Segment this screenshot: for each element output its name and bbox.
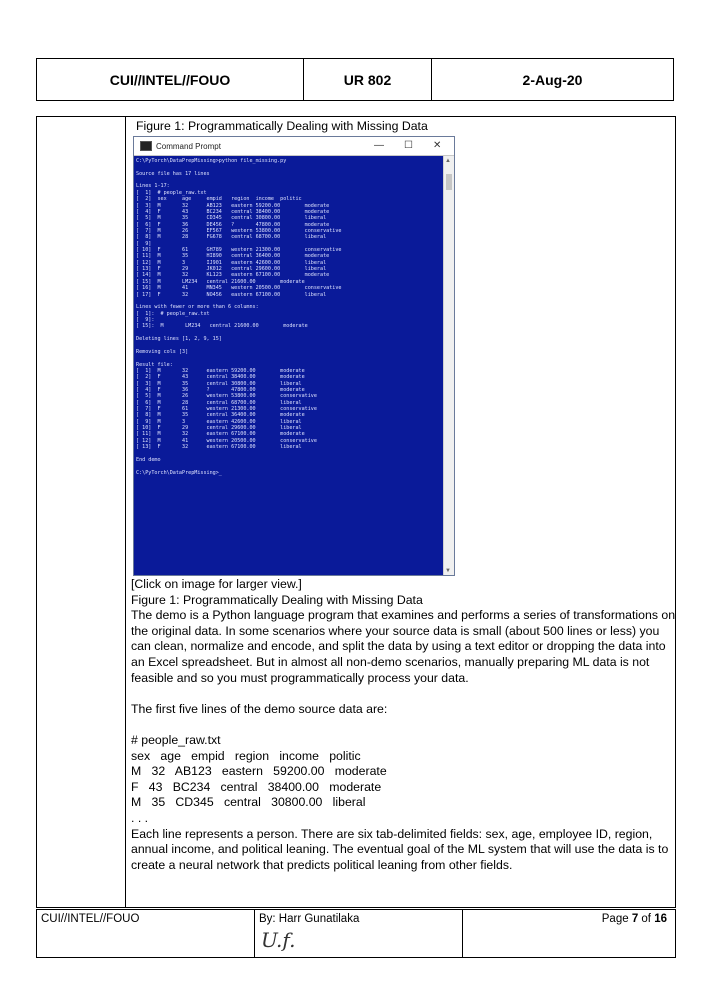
code-line: # people_raw.txt (131, 732, 221, 747)
console-line: Source file has 17 lines (136, 170, 210, 177)
code-line: F 43 BC234 central 38400.00 moderate (131, 779, 382, 794)
minimize-icon: — (374, 140, 384, 151)
header-date: 2-Aug-20 (522, 71, 583, 88)
console-line: [ 7] F 61 western 21300.00 conservative (136, 406, 317, 413)
console-line: [ 11] M 35 HI890 central 36400.00 moderate (136, 253, 330, 260)
console-line: Removing cols [3] (136, 348, 189, 355)
console-line: [ 5] M 26 western 53800.00 conservative (136, 393, 317, 400)
header-table (36, 58, 674, 101)
code-line: sex age empid region income politic (131, 748, 361, 763)
console-line: [ 3] M 32 AB123 eastern 59200.00 moderate (136, 202, 330, 209)
author-signature: U.f. (261, 928, 296, 952)
scroll-up-icon: ▲ (445, 158, 451, 164)
console-line: [ 1] # people_raw.txt (136, 189, 207, 196)
header-classification: CUI//INTEL//FOUO (37, 59, 304, 100)
figure-caption-top: Figure 1: Programmatically Dealing with Missing Data (136, 119, 428, 133)
footer-page (463, 910, 675, 957)
footer-author: By: Harr Gunatilaka (259, 913, 360, 925)
scroll-thumb (446, 174, 452, 190)
console-line: [ 2] sex age empid region income politic (136, 196, 302, 203)
console-line: [ 6] F 36 DE456 ? 47800.00 moderate (136, 221, 330, 228)
console-line: [ 1] M 32 eastern 59200.00 moderate (136, 367, 305, 374)
console-line: [ 9] M 3 eastern 42600.00 liberal (136, 418, 302, 425)
footer-table (36, 909, 676, 958)
console-line: Lines 1-17: (136, 183, 170, 190)
console-line: [ 11] M 32 eastern 67100.00 moderate (136, 431, 305, 438)
console-scrollbar (443, 156, 454, 576)
console-line: [ 17] F 32 NO456 eastern 67100.00 liberal (136, 291, 327, 298)
console-line: [ 8] M 35 central 36400.00 moderate (136, 412, 305, 419)
code-line: M 35 CD345 central 30800.00 liberal (131, 795, 366, 810)
console-line: [ 9]: (136, 316, 155, 323)
console-line: [ 4] F 36 ? 47800.00 moderate (136, 386, 305, 393)
console-line: [ 5] M 35 CD345 central 30800.00 liberal (136, 215, 327, 222)
console-title: Command Prompt (156, 141, 221, 151)
click-image-link[interactable]: [Click on image for larger view.] (131, 577, 302, 591)
console-line: [ 15]: M LM234 central 21600.00 moderate (136, 323, 308, 330)
console-line: [ 12] M 41 western 20500.00 conservative (136, 437, 317, 444)
console-line: [ 7] M 26 EF567 western 53800.00 conservative (136, 227, 342, 234)
console-line: [ 1]: # people_raw.txt (136, 310, 210, 317)
console-line: End demo (136, 456, 161, 463)
console-line: Deleting lines [1, 2, 9, 15] (136, 336, 222, 343)
console-line: [ 4] F 43 BC234 central 38400.00 moderate (136, 208, 330, 215)
page-prefix: Page (601, 913, 632, 925)
console-line: C:\PyTorch\DataPrepMissing>_ (136, 469, 222, 476)
maximize-icon: ☐ (404, 140, 413, 151)
footer-classification: CUI//INTEL//FOUO (37, 910, 255, 957)
console-line: [ 6] M 28 central 68700.00 liberal (136, 399, 302, 406)
console-line: [ 3] M 35 central 30800.00 liberal (136, 380, 302, 387)
console-titlebar (134, 137, 454, 156)
console-line: C:\PyTorch\DataPrepMissing>python file_missing.py (136, 158, 287, 164)
command-prompt-icon (140, 141, 152, 151)
paragraph-intro: The demo is a Python language program that examines and performs a series of transformations on the original data. In some scenarios where your source data is small (about 500 lines or less) you can clean, normalize and encode, and split the data by using a text editor or dropping the data into an Excel spreadsheet. But in almost all non-demo scenarios, manually preparing ML data is not feasible and so you must programmatically process your data. (131, 608, 676, 685)
console-line: [ 13] F 29 JK012 central 29600.00 liberal (136, 266, 327, 273)
scroll-down-icon: ▼ (445, 568, 451, 574)
page-number: 7 (631, 913, 639, 925)
console-screenshot[interactable] (133, 136, 455, 576)
console-line: [ 9] (136, 240, 152, 247)
code-line: M 32 AB123 eastern 59200.00 moderate (131, 764, 387, 779)
console-line: Result file: (136, 361, 173, 368)
console-line: [ 14] M 32 KL123 eastern 67100.00 moderate (136, 272, 330, 279)
paragraph-fields: Each line represents a person. There are six tab-delimited fields: sex, age, employee ID, region, annual income, and political leaning. The eventual goal of the ML system that will use the data is to create a neural network that predicts political leaning from other fields. (131, 826, 669, 872)
console-output (136, 158, 442, 573)
page-total: 16 (654, 913, 667, 925)
paragraph-first-lines: The first five lines of the demo source data are: (131, 701, 388, 716)
console-line: [ 16] M 41 MN345 western 20500.00 conservative (136, 285, 342, 292)
console-line: [ 8] M 28 FG678 central 68700.00 liberal (136, 234, 327, 241)
console-line: [ 10] F 29 central 29600.00 liberal (136, 425, 302, 432)
page-of: of (638, 913, 655, 925)
main-text (131, 577, 676, 873)
header-doc-id: UR 802 (304, 59, 432, 100)
console-line: [ 10] F 61 GH789 western 21300.00 conservative (136, 247, 342, 254)
console-line: [ 12] M 3 IJ901 eastern 42600.00 liberal (136, 259, 327, 266)
console-line: [ 2] F 43 central 38400.00 moderate (136, 374, 305, 381)
footer-author-cell (255, 910, 463, 957)
figure-caption-bottom: Figure 1: Programmatically Dealing with Missing Data (131, 592, 423, 607)
console-line: Lines with fewer or more than 6 columns: (136, 304, 259, 311)
code-line: . . . (131, 810, 149, 825)
console-line: [ 15] M LM234 central 21600.00 moderate (136, 278, 305, 285)
close-icon: ✕ (433, 140, 442, 151)
code-sample (131, 733, 676, 827)
console-line: [ 13] F 32 eastern 67100.00 liberal (136, 444, 302, 451)
frame-divider (125, 116, 126, 908)
